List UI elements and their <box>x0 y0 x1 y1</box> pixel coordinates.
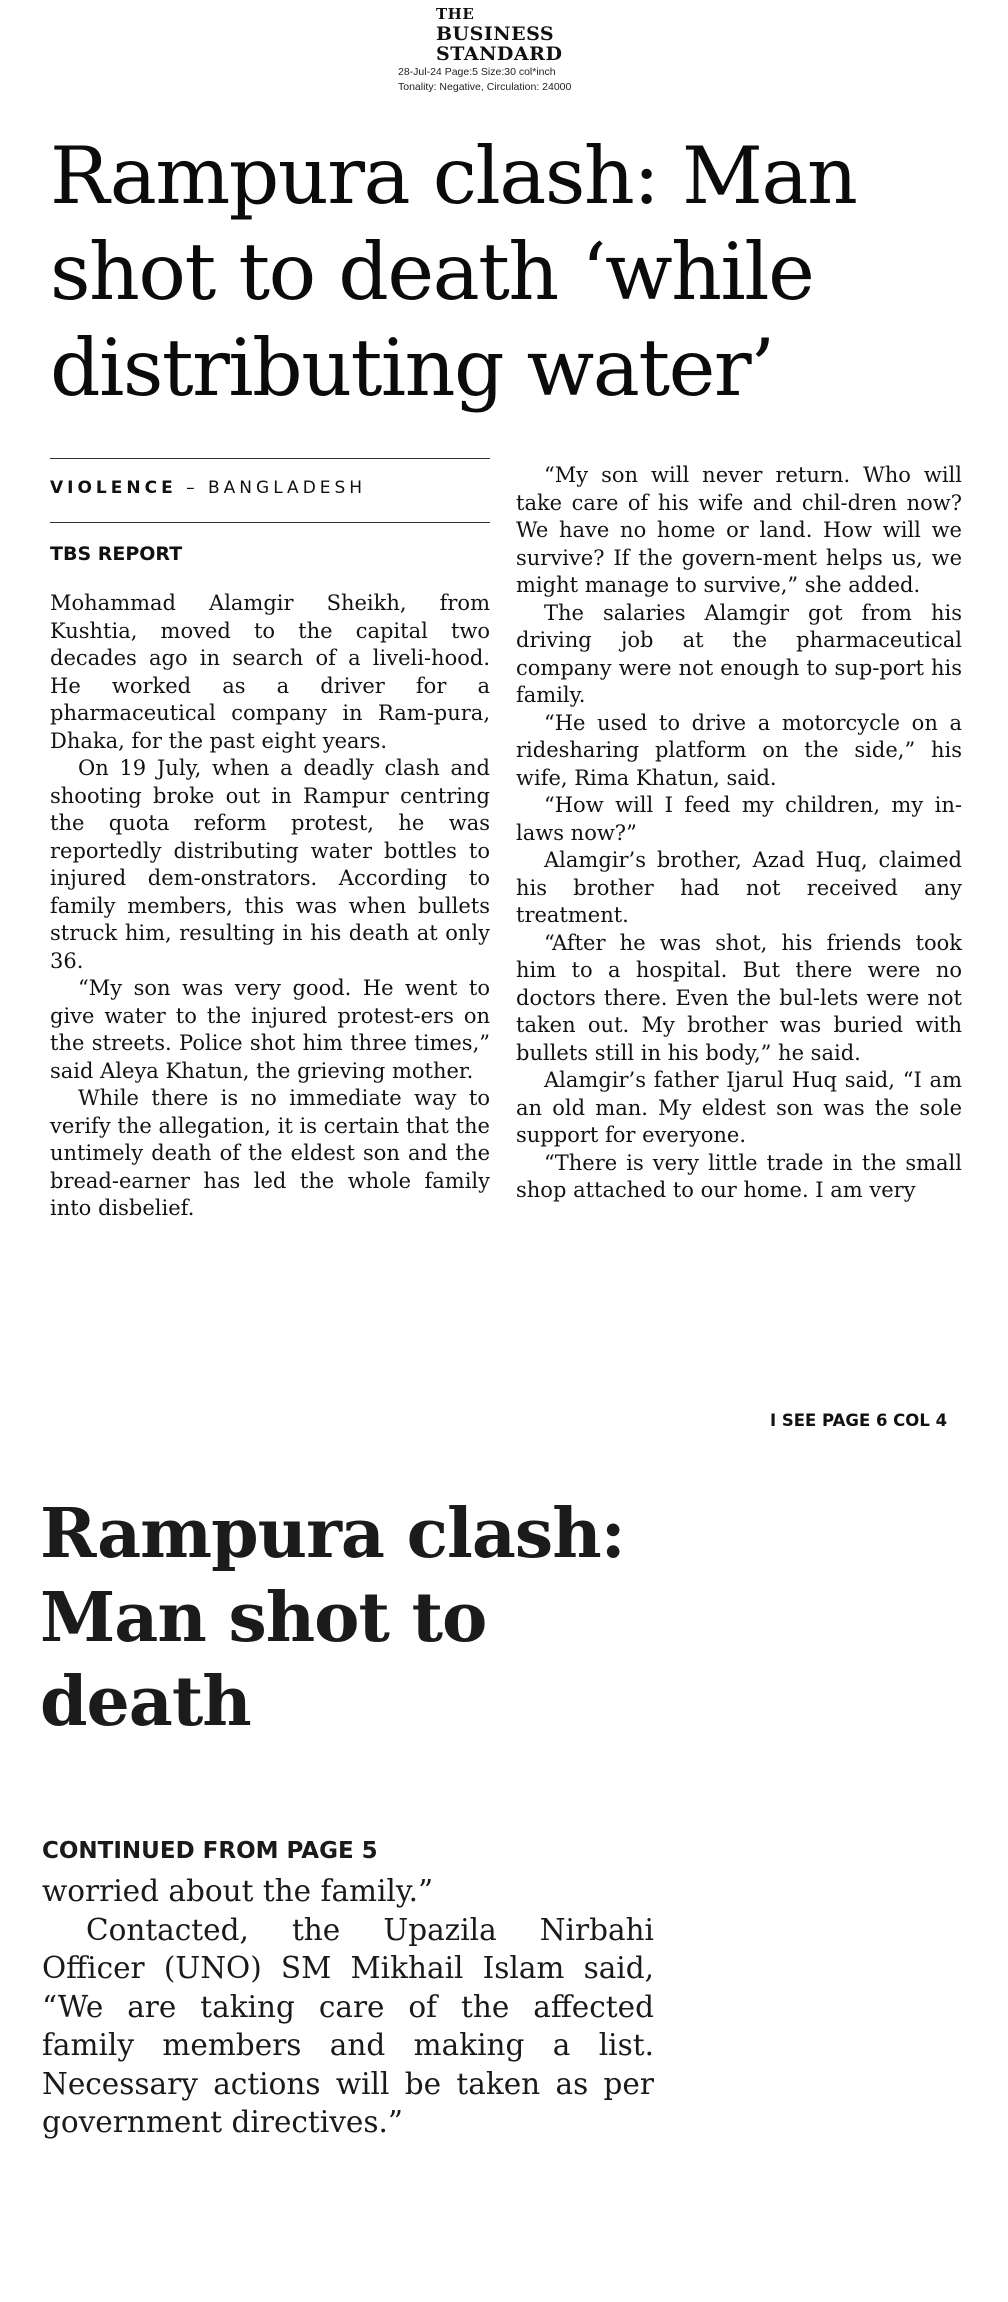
continuation-column <box>42 1872 654 2142</box>
article-paragraph: “There is very little trade in the small shop attached to our home. I am very <box>516 1150 962 1202</box>
continuation-paragraph: Contacted, the Upazila Nirbahi Officer (UNO) SM Mikhail Islam said, “We are taking care of the affected family members and making a list. Necessary actions will be taken as per government directives.” <box>42 1912 654 2139</box>
masthead-line-the: THE <box>436 5 475 23</box>
byline: TBS REPORT <box>50 543 183 565</box>
clipping-meta-page-size: 28-Jul-24 Page:5 Size:30 col*inch <box>398 66 556 78</box>
article-paragraph: “My son was very good. He went to give water to the injured protest-ers on the streets. Police shot him three times,” said Aleya Khatun, the grieving mother. <box>50 976 490 1083</box>
article-paragraph: While there is no immediate way to verify the allegation, it is certain that the untimely death of the eldest son and the bread-earner has led the whole family into disbelief. <box>50 1086 490 1220</box>
masthead-line-standard: STANDARD <box>436 43 563 65</box>
section-rule-bottom <box>50 522 490 523</box>
continuation-paragraph: worried about the family.” <box>42 1874 434 1908</box>
article-column-right <box>516 462 962 1205</box>
article-column-left <box>50 590 490 1223</box>
continued-on-page-ref: I SEE PAGE 6 COL 4 <box>770 1411 948 1430</box>
section-region: BANGLADESH <box>208 478 367 498</box>
article-paragraph: Alamgir’s father Ijarul Huq said, “I am an old man. My eldest son was the sole support for everyone. <box>516 1068 962 1147</box>
section-rule-top <box>50 458 490 459</box>
continuation-headline: Rampura clash: Man shot to death <box>40 1494 625 1742</box>
continued-from-label: CONTINUED FROM PAGE 5 <box>42 1838 378 1864</box>
article-paragraph: Mohammad Alamgir Sheikh, from Kushtia, moved to the capital two decades ago in search of a liveli-hood. He worked as a driver for a pharmaceutical company in Ram-pura, Dhaka, for the past eight years. <box>50 591 490 753</box>
article-paragraph: “After he was shot, his friends took him to a hospital. But there were no doctors there. Even the bul-lets were not taken out. My brother was buried with bullets still in his body,” he said. <box>516 930 962 1065</box>
masthead-line-business: BUSINESS <box>436 23 555 45</box>
article-paragraph: “My son will never return. Who will take care of his wife and chil-dren now? We have no home or land. How will we survive? If the govern-ment helps us, we might manage to survive,” she added. <box>516 463 962 597</box>
article-paragraph: On 19 July, when a deadly clash and shooting broke out in Rampur centring the quota reform protest, he was reportedly distributing water bottles to injured dem-onstrators. According to family members, this was when bullets struck him, resulting in his death at only 36. <box>50 756 490 973</box>
masthead <box>398 4 628 94</box>
article-headline: Rampura clash: Man shot to death ‘while distributing water’ <box>50 130 857 414</box>
clipping-meta-tonality: Tonality: Negative, Circulation: 24000 <box>398 81 572 93</box>
section-separator: – <box>176 478 209 498</box>
article-paragraph: The salaries Alamgir got from his driving job at the pharmaceutical company were not enough to sup-port his family. <box>516 600 962 707</box>
article-paragraph: Alamgir’s brother, Azad Huq, claimed his brother had not received any treatment. <box>516 848 962 927</box>
section-label: VIOLENCE <box>50 478 177 498</box>
article-paragraph: “He used to drive a motorcycle on a ridesharing platform on the side,” his wife, Rima Khatun, said. <box>516 710 962 790</box>
section-tag <box>50 478 366 498</box>
article-paragraph: “How will I feed my children, my in-laws now?” <box>516 793 962 845</box>
